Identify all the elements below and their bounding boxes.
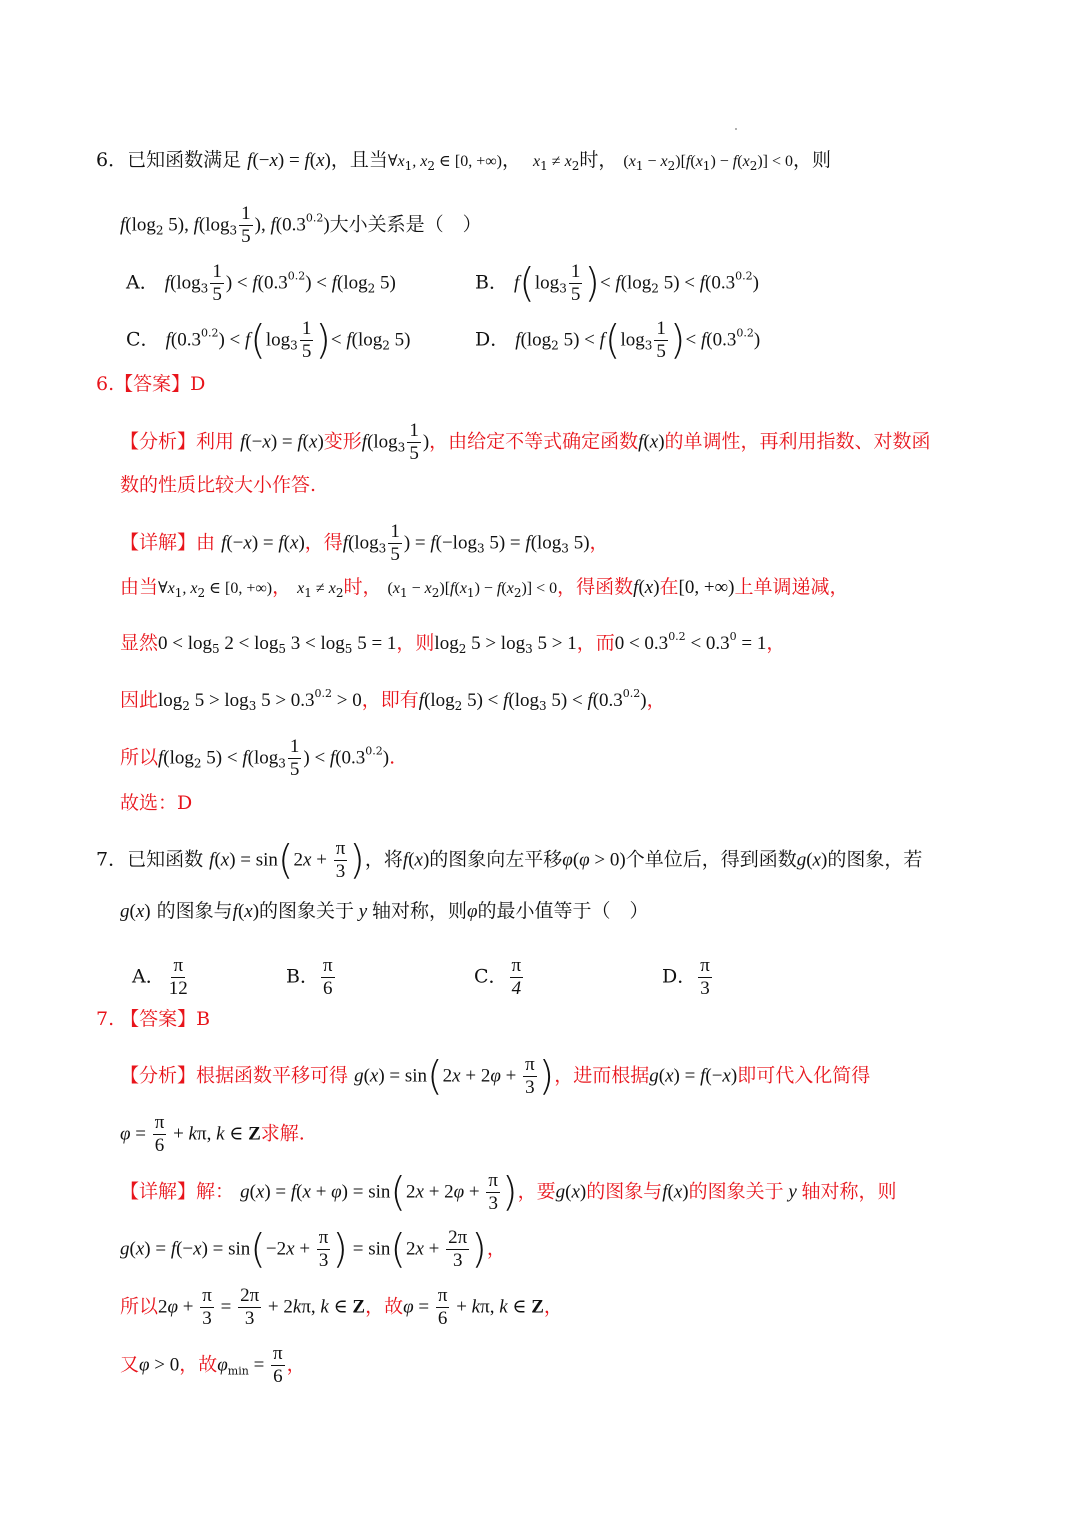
a6-choice: 故选：D [120, 792, 193, 814]
q7-option-a[interactable]: A． $\frac{\pi}{12}$ [132, 955, 188, 999]
q7-stem-line1: 7．已知函数 f(x) = sin(2x + $\frac{\pi}{3}$ )，将f(x)的图象向左平移φ(φ > 0)个单位后，得到函数g(x)的图象，若 [96, 837, 923, 884]
stray-dot [735, 128, 737, 130]
a7-detail-line1: 【详解】解： g(x) = f(x + φ) = sin(2x + 2φ + $\frac{\pi}{3}$ )，要g(x)的图象与f(x)的图象关于 y 轴对称，则 [120, 1169, 897, 1216]
a7-header: 7. 【答案】B [96, 1008, 211, 1030]
q6-option-a[interactable]: A． $f(\log_3$ $\frac{1}{5}$ ) < $f(0.3^{0.2}) < f(\log_2$ 5) [126, 261, 396, 305]
q7-option-b[interactable]: B． $\frac{\pi}{6}$ [286, 955, 333, 999]
q6-option-d[interactable]: D． $f(\log_2$ $5) < f(\log_3$ $\frac{1}{5}$ )< $f(0.3^{0.2})$ [475, 317, 761, 364]
a6-analysis-line2: 数的性质比较大小作答. [120, 474, 317, 496]
a6-detail-line5: 所以$f(\log_2$ $5) < f(\log_3$ $\frac{1}{5}$ ) < $f(0.3^{0.2})$. [120, 736, 396, 780]
a7-detail-line4: 又φ > 0，故$\varphi_{min}$ = $\frac{\pi}{6}$ ， [120, 1343, 306, 1387]
q6-stem-line2: $f(\log_2$ 5), $f(\log_3$ $\frac{1}{5}$ ), $f(0.3^{0.2})$大小关系是（ ） [120, 203, 482, 247]
q6-stem-line1: 6．已知函数满足 f(−x) = f(x)，且当$\forall x_1$, $x_2$ ∈ [0, +∞)， $x_1 \ne x_2$时， $(x_1 - x_2)[f(x_1) - f(x_2)] < 0$，则 [96, 149, 832, 173]
q7-option-d[interactable]: D． $\frac{\pi}{3}$ [662, 955, 710, 999]
q7-option-c[interactable]: C． $\frac{\pi}{4}$ [474, 955, 522, 999]
a6-detail-line4: 因此$\log_2 5 > \log_3 5 > 0.3^{0.2} > 0$，即有$f(\log_2$ $5) < f(\log_3$ $5) < f(0.3^{0.2})$， [120, 687, 666, 713]
a7-detail-line3: 所以2φ + $\frac{\pi}{3}$ = $\frac{2\pi}{3}$ + 2kπ, k ∈ Z，故φ = $\frac{\pi}{6}$ + kπ, k ∈ Z， [120, 1285, 563, 1329]
a6-header: 6.【答案】D [96, 373, 206, 395]
a6-detail-line1: 【详解】由 f(−x) = f(x)，得$f(\log_3$ $\frac{1}{5}$ ) = $f(-\log_3$ $5) = f(\log_3$ 5)， [120, 521, 609, 565]
q6-option-c[interactable]: C． $f(0.3^{0.2}) < f(\log_3$ $\frac{1}{5}$ )< $f(\log_2$ 5) [126, 317, 411, 364]
a6-analysis-line1: 【分析】利用 f(−x) = f(x)变形$f(\log_3$ $\frac{1}{5}$ )，由给定不等式确定函数f(x)的单调性，再利用指数、对数函 [120, 420, 931, 464]
a7-analysis-line1: 【分析】根据函数平移可得 g(x) = sin(2x + 2φ + $\frac{\pi}{3}$ )，进而根据g(x) = f(−x)即可代入化简得 [120, 1053, 871, 1100]
q7-stem-line2: g(x) 的图象与f(x)的图象关于 y 轴对称，则φ的最小值等于（ ） [120, 900, 649, 922]
a6-detail-line3: 显然$0 < \log_5 2 < \log_5 3 < \log_5 5 = 1$，则$\log_2 5 > \log_3 5 > 1$，而$0 < 0.3^{0.2} < 0.3^0 = 1$， [120, 630, 786, 656]
a7-detail-line2: g(x) = f(−x) = sin(−2x + $\frac{\pi}{3}$ ) = sin(2x + $\frac{2\pi}{3}$ )， [120, 1226, 506, 1273]
a6-detail-line2: 由当$\forall x_1$, $x_2$ ∈ [0, +∞)， $x_1 \ne x_2$时， $(x_1 - x_2)[f(x_1) - f(x_2)] < 0$，得函数f(x)在[0, +∞)上单调递减， [120, 576, 849, 600]
a7-analysis-line2: φ = $\frac{\pi}{6}$ + kπ, k ∈ Z求解. [120, 1112, 305, 1156]
q6-option-b[interactable]: B． $f(\log_3$ $\frac{1}{5}$ )< $f(\log_2$ $5) < f(0.3^{0.2})$ [475, 260, 759, 307]
